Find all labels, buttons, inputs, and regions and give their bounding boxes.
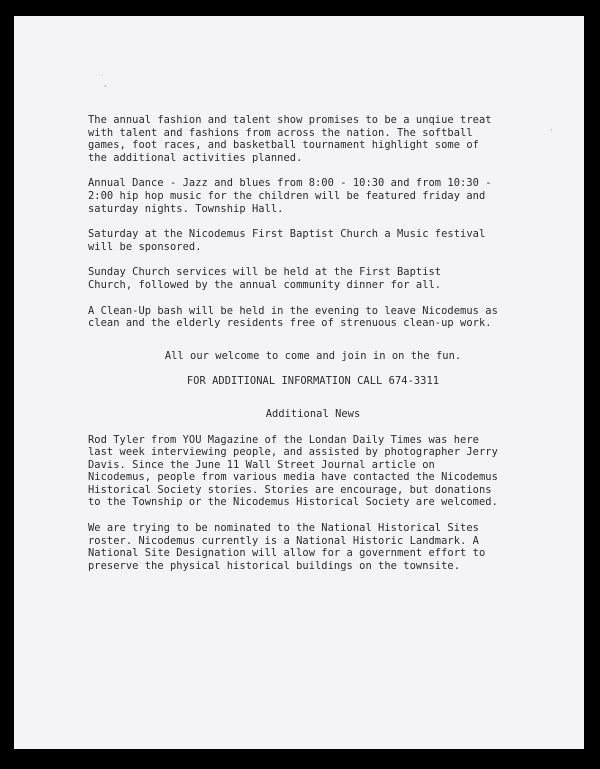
welcome-line: All our welcome to come and join in on the fun. — [164, 349, 462, 362]
paragraph-music-festival: Saturday at the Nicodemus First Baptist Church a Music festival will be sponsored. — [88, 228, 486, 253]
document-body — [88, 114, 538, 585]
additional-news-heading: Additional News — [265, 407, 361, 420]
info-line: FOR ADDITIONAL INFORMATION CALL 674-3311 — [186, 375, 440, 388]
paragraph-national-sites: We are trying to be nominated to the National Historical Sites roster. Nicodemus currently is a National Historic Landmark. A National Site Designation will allow for a government effort to preserve the physical historical buildings on the townsite. — [88, 522, 486, 572]
stray-mark: · — [550, 126, 553, 135]
paragraph-sunday-services: Sunday Church services will be held at the First Baptist Church, followed by the annual community dinner for all. — [88, 266, 442, 291]
paragraph-rod-tyler: Rod Tyler from YOU Magazine of the Londan Daily Times was here last week interviewing people, and assisted by photographer Jerry Davis. Since the June 11 Wall Street Journal article on Nicodemus, people from various media have contacted the Nicodemus Historical Society stories. Stories are encourage, but donations to the Township or the Nicodemus Historical Society are welcomed. — [88, 433, 498, 509]
stray-mark: ʼ — [104, 84, 107, 93]
paragraph-annual-dance: Annual Dance - Jazz and blues from 8:00 - 10:30 and from 10:30 - 2:00 hip hop music for the children will be featured friday and saturday nights. Township Hall. — [88, 177, 492, 215]
stray-mark: ˙ — [100, 74, 104, 83]
paragraph-clean-up: A Clean-Up bash will be held in the evening to leave Nicodemus as clean and the elderly residents free of strenuous clean-up work. — [88, 304, 498, 330]
paragraph-fashion-show: The annual fashion and talent show promises to be a unqiue treat with talent and fashions from across the nation. The softball games, foot races, and basketball tournament highlight some of the additional activities planned. — [88, 114, 492, 164]
document-page — [14, 16, 584, 749]
